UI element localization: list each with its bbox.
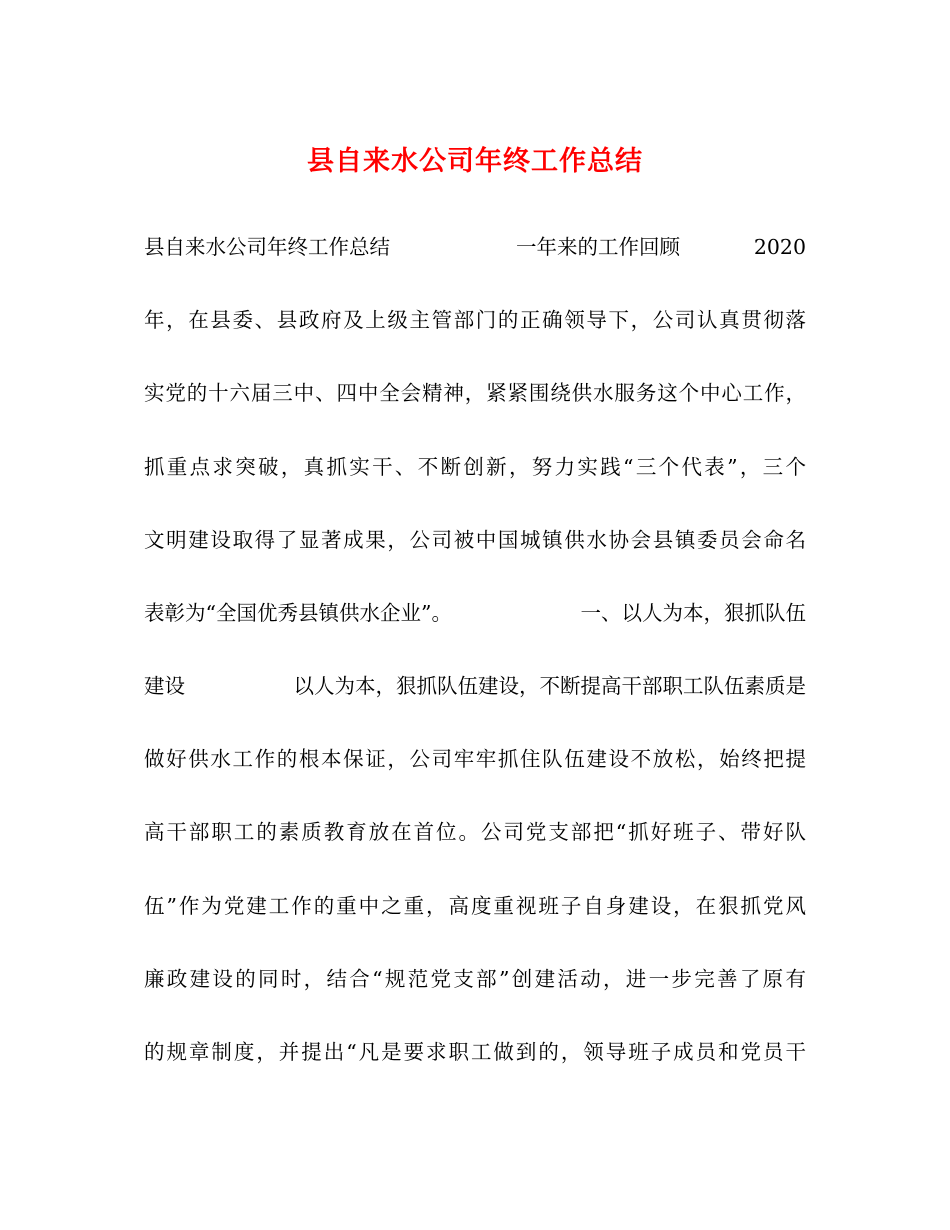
body-line-5: 文明建设取得了显著成果，公司被中国城镇供水协会县镇委员会命名 bbox=[144, 528, 806, 552]
body-line-1-part-a: 县自来水公司年终工作总结 bbox=[144, 235, 390, 259]
body-line-6-part-a: 表彰为“全国优秀县镇供水企业”。 bbox=[144, 601, 452, 625]
document-title: 县自来水公司年终工作总结 bbox=[307, 146, 643, 177]
body-line-7 bbox=[144, 671, 806, 701]
body-line-4: 抓重点求突破，真抓实干、不断创新，努力实践“三个代表”，三个 bbox=[144, 455, 806, 479]
body-line-11: 廉政建设的同时，结合“规范党支部”创建活动，进一步完善了原有 bbox=[144, 967, 806, 991]
body-line-1-part-c: 2020 bbox=[753, 235, 806, 259]
body-line-1 bbox=[144, 232, 806, 262]
body-line-3: 实党的十六届三中、四中全会精神，紧紧围绕供水服务这个中心工作， bbox=[144, 381, 806, 405]
body-line-1-part-b: 一年来的工作回顾 bbox=[516, 235, 680, 259]
body-line-12: 的规章制度，并提出“凡是要求职工做到的，领导班子成员和党员干 bbox=[144, 1040, 806, 1064]
body-line-7-part-b: 以人为本，狠抓队伍建设，不断提高干部职工队伍素质是 bbox=[293, 674, 806, 698]
body-line-7-part-a: 建设 bbox=[144, 674, 185, 698]
body-line-8: 做好供水工作的根本保证，公司牢牢抓住队伍建设不放松，始终把提 bbox=[144, 747, 806, 771]
body-line-6-part-b: 一、以人为本，狠抓队伍 bbox=[580, 601, 806, 625]
body-line-10: 伍”作为党建工作的重中之重，高度重视班子自身建设，在狠抓党风 bbox=[144, 894, 806, 918]
body-line-6 bbox=[144, 598, 806, 628]
body-line-2: 年，在县委、县政府及上级主管部门的正确领导下，公司认真贯彻落 bbox=[144, 308, 806, 332]
body-line-9: 高干部职工的素质教育放在首位。公司党支部把“抓好班子、带好队 bbox=[144, 820, 806, 844]
